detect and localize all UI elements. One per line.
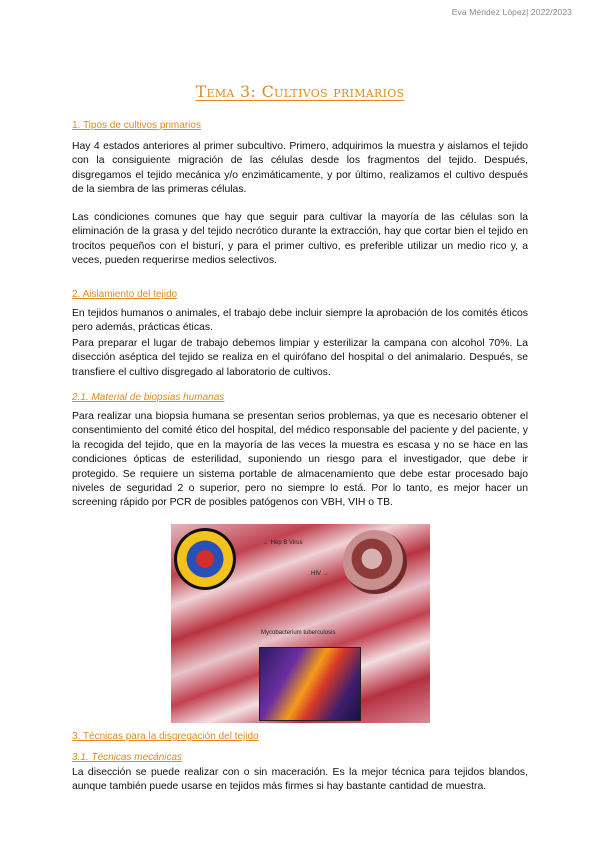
- section-heading-2: 2. Aislamiento del tejido: [72, 289, 178, 300]
- section-2-paragraph-1: En tejidos humanos o animales, el trabajo debe incluir siempre la aprobación de los comités éticos pero además, prácticas éticas.: [72, 308, 528, 334]
- section-2-1-paragraph-1: Para realizar una biopsia humana se presentan serios problemas, ya que es necesario obtener el consentimiento del comité ético del hospital, del médico responsable del paciente y del paciente, y la recogida del tejido, que en la mayoría de las veces la muestra es escasa y no se hace en las condiciones ópticas de esterilidad, suponiendo un riesgo para el investigador, que debe ir protegido. Se requiere un sistema portable de almacenamiento que debe estar procesado bajo niveles de seguridad 2 o superior, pero no siempre lo está. Por lo tanto, es mejor hacer un screening rápido por PCR de posibles patógenos con VBH, VIH o TB.: [72, 411, 528, 509]
- section-3-1-paragraph-1: La disección se puede realizar con o sin maceración. Es la mejor técnica para tejidos blandos, aunque también puede usarse en tejidos más firmes si hay bastante cantidad de muestra.: [72, 767, 528, 793]
- section-2-paragraph-2: Para preparar el lugar de trabajo debemos limpiar y esterilizar la campana con alcohol 70%. La disección aséptica del tejido se realiza en el quirófano del hospital o del animalario. Después, se transfiere el cultivo disgregado al laboratorio de cultivos.: [72, 338, 528, 378]
- section-heading-3: 3. Técnicas para la disgregación del tejido: [72, 731, 259, 742]
- page-title: Tema 3: Cultivos primarios: [195, 82, 405, 101]
- section-heading-2-1: 2.1. Material de biopsias humanas: [72, 392, 225, 403]
- section-heading-3-1: 3.1. Técnicas mecánicas: [72, 752, 183, 763]
- hepatitis-b-virus-image: [177, 531, 233, 587]
- figure-label-hepb: ← Hep B Virus: [263, 540, 303, 546]
- section-1-paragraph-1: Hay 4 estados anteriores al primer subcultivo. Primero, adquirimos la muestra y aislamos el tejido con la consiguiente migración de las células desde los fragmentos del tejido. Después, disgregamos el tejido mecánica y/o enzimáticamente, y por último, realizamos el cultivo después de la siembra de las primeras células.: [72, 141, 528, 196]
- figure-label-hiv: HIV →: [311, 571, 329, 577]
- section-1-paragraph-2: Las condiciones comunes que hay que seguir para cultivar la mayoría de las células son la eliminación de la grasa y del tejido necrótico durante la extracción, hay que cortar bien el tejido en trocitos pequeños con el bisturí, y para el primer cultivo, es preferible utilizar un medio rico y, a veces, pueden requerirse medios selectivos.: [72, 212, 528, 267]
- mycobacterium-image: [259, 647, 361, 721]
- section-heading-1: 1. Tipos de cultivos primarios: [72, 120, 201, 131]
- hiv-virus-image: [343, 530, 407, 594]
- header-author: Eva Méndez López| 2022/2023: [451, 7, 572, 17]
- pathogens-figure: [171, 524, 430, 723]
- figure-label-tb: Mycobacterium tuberculosis: [261, 630, 336, 636]
